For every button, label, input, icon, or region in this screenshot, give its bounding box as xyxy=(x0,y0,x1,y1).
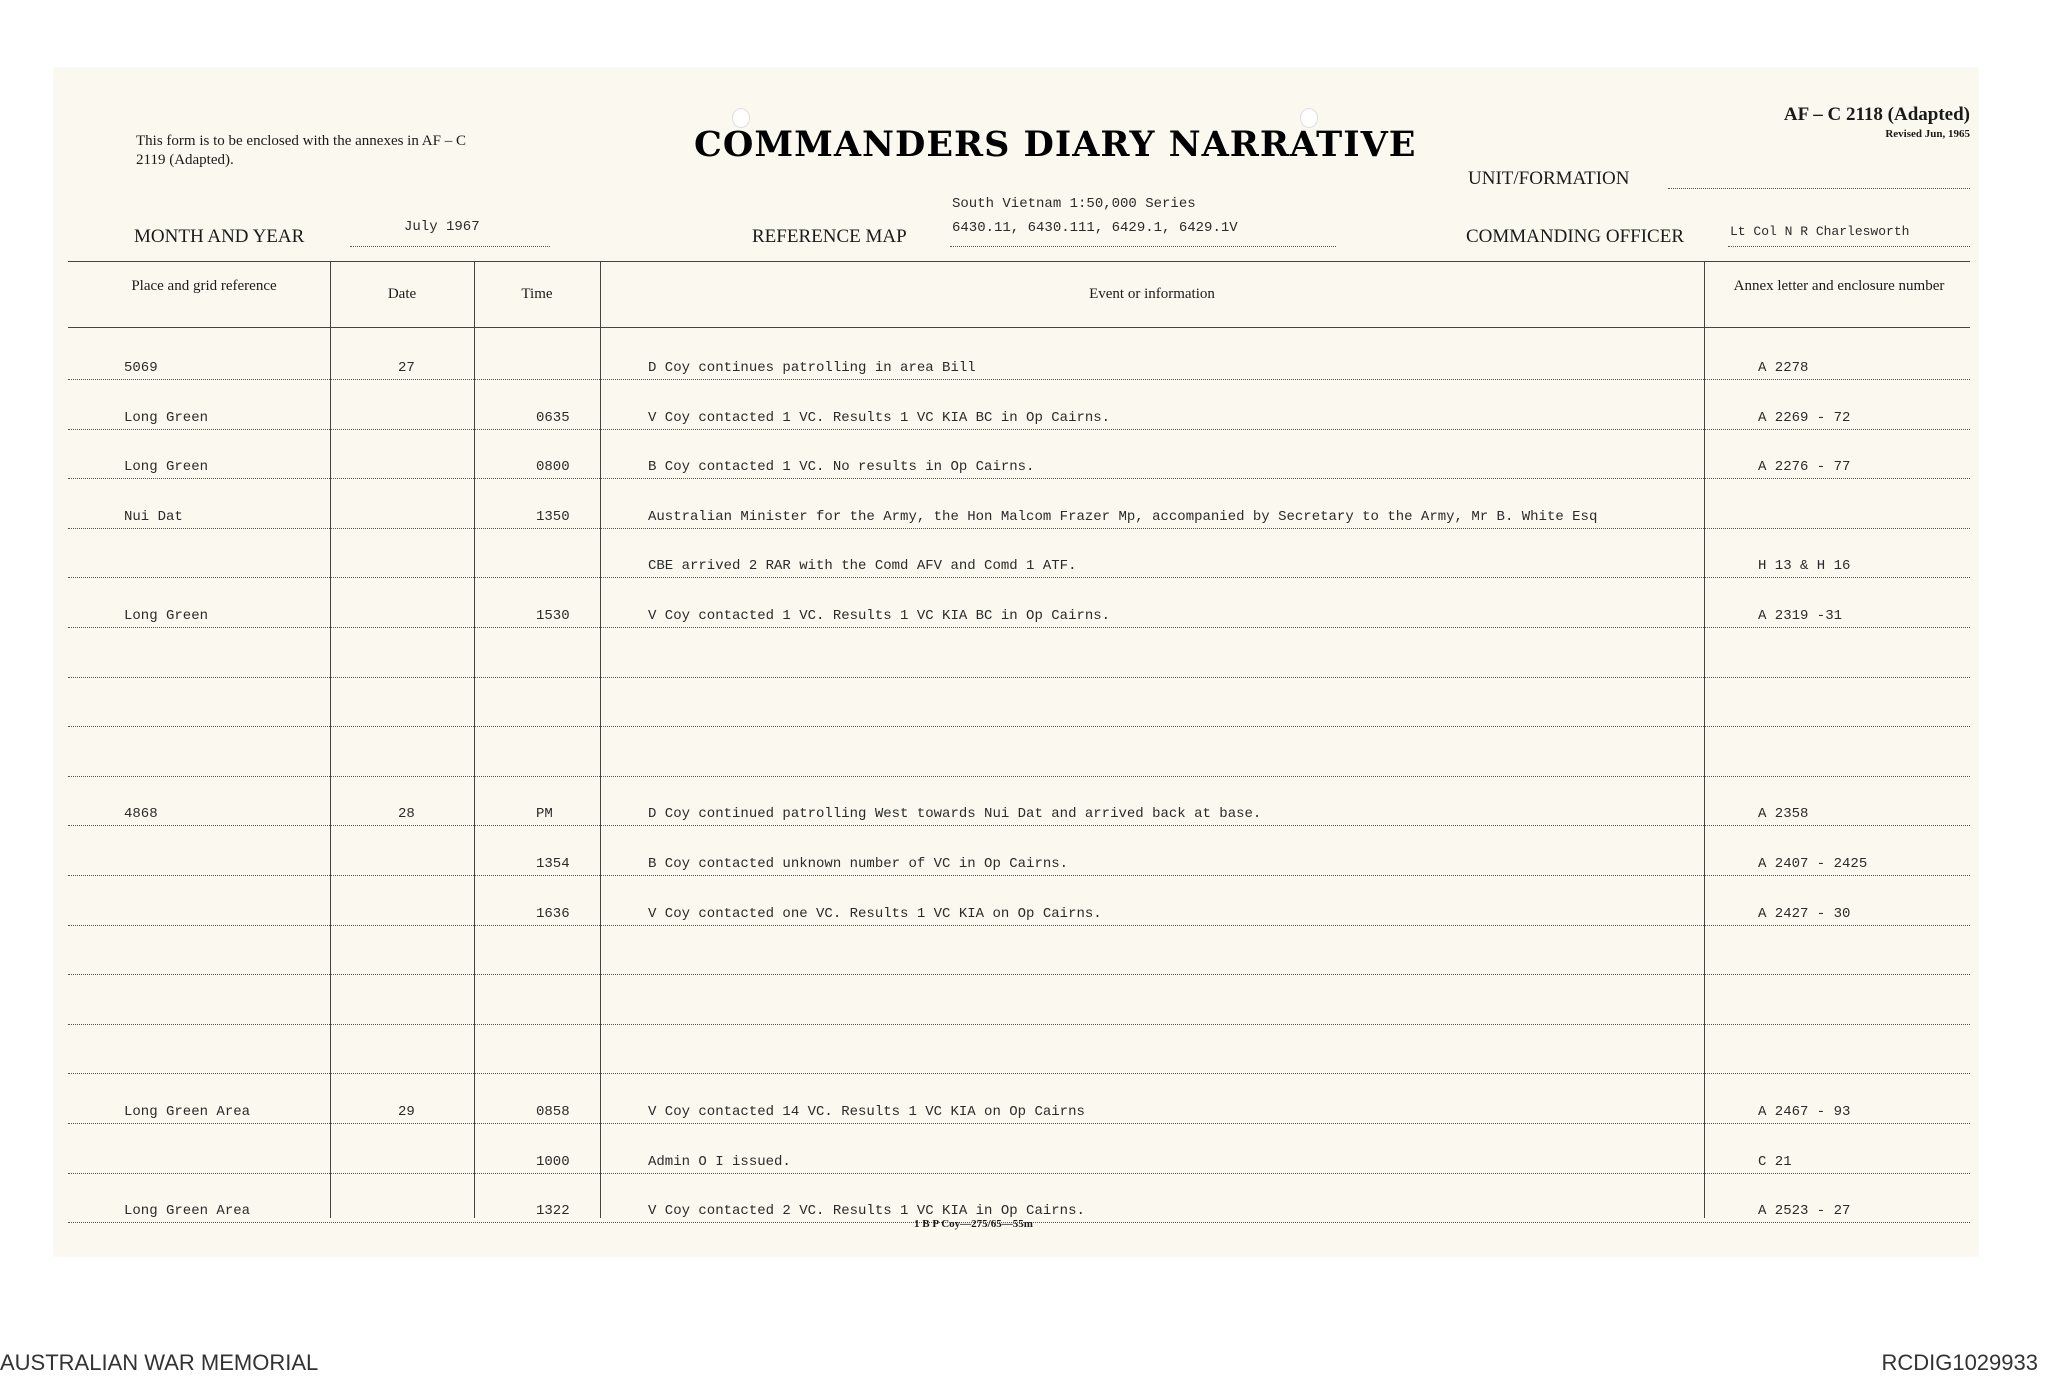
table-row xyxy=(68,778,1970,826)
cell-place: Nui Dat xyxy=(124,508,183,525)
cell-time: 1322 xyxy=(536,1203,570,1220)
row-dotline xyxy=(68,478,1970,479)
refmap-series: South Vietnam 1:50,000 Series xyxy=(952,196,1196,212)
row-dotline xyxy=(68,1173,1970,1174)
cell-place: Long Green xyxy=(124,409,209,426)
table-row xyxy=(68,630,1970,678)
cell-annex: A 2358 xyxy=(1758,806,1809,823)
header-bottom-rule xyxy=(68,327,1970,328)
table-row xyxy=(68,431,1970,479)
cell-annex: A 2427 - 30 xyxy=(1758,905,1851,922)
cell-place: 5069 xyxy=(124,360,158,376)
cell-event: V Coy contacted one VC. Results 1 VC KIA on Op Cairns. xyxy=(648,905,1102,922)
row-dotline xyxy=(68,726,1970,727)
unit-dotline xyxy=(1668,188,1970,189)
table-row xyxy=(68,382,1970,430)
cell-event: V Coy contacted 14 VC. Results 1 VC KIA on Op Cairns xyxy=(648,1104,1085,1120)
cell-event: D Coy continues patrolling in area Bill xyxy=(648,360,976,376)
cell-time: 0858 xyxy=(536,1104,570,1120)
cell-annex: A 2319 -31 xyxy=(1758,608,1843,624)
cell-annex: C 21 xyxy=(1758,1153,1792,1170)
cell-event: Australian Minister for the Army, the Hon Malcom Frazer Mp, accompanied by Secretary to the Army, Mr B. White Esq xyxy=(648,508,1598,525)
col-header-event: Event or information xyxy=(1089,286,1215,302)
cell-time: 1354 xyxy=(536,856,570,872)
table-row xyxy=(68,1175,1970,1223)
col-header-date: Date xyxy=(387,286,417,302)
cell-annex: A 2269 - 72 xyxy=(1758,409,1851,426)
page-title: COMMANDERS DIARY NARRATIVE xyxy=(694,124,1417,165)
diary-sheet xyxy=(54,68,1978,1256)
table-row xyxy=(68,977,1970,1025)
cell-place: Long Green Area xyxy=(124,1104,251,1120)
cell-place: Long Green xyxy=(124,608,209,624)
row-dotline xyxy=(68,528,1970,529)
table-row xyxy=(68,481,1970,529)
table-row xyxy=(68,878,1970,926)
table-row xyxy=(68,927,1970,975)
row-dotline xyxy=(68,1024,1970,1025)
cell-annex: A 2467 - 93 xyxy=(1758,1104,1851,1120)
cell-time: 1000 xyxy=(536,1153,570,1170)
table-row xyxy=(68,580,1970,628)
row-dotline xyxy=(68,379,1970,380)
month-dotline xyxy=(350,246,550,247)
cell-annex: A 2276 - 77 xyxy=(1758,459,1851,476)
co-dotline xyxy=(1728,246,1970,247)
row-dotline xyxy=(68,974,1970,975)
row-dotline xyxy=(68,577,1970,578)
cell-time: 1530 xyxy=(536,608,570,624)
cell-event: CBE arrived 2 RAR with the Comd AFV and Comd 1 ATF. xyxy=(648,558,1077,575)
cell-event: V Coy contacted 1 VC. Results 1 VC KIA BC in Op Cairns. xyxy=(648,409,1111,426)
co-label: COMMANDING OFFICER xyxy=(1466,226,1684,247)
row-dotline xyxy=(68,1123,1970,1124)
cell-time: PM xyxy=(536,806,553,823)
cell-date: 29 xyxy=(398,1104,415,1120)
cell-time: 0635 xyxy=(536,409,570,426)
refmap-dotline xyxy=(950,246,1336,247)
row-dotline xyxy=(68,825,1970,826)
enclosure-note: This form is to be enclosed with the annexes in AF – C 2119 (Adapted). xyxy=(136,133,466,168)
revised-date: Revised Jun, 1965 xyxy=(1885,128,1970,140)
cell-event: V Coy contacted 2 VC. Results 1 VC KIA in Op Cairns. xyxy=(648,1203,1085,1220)
table-row xyxy=(68,1076,1970,1124)
archive-id: RCDIG1029933 xyxy=(1881,1350,2038,1375)
row-dotline xyxy=(68,925,1970,926)
row-dotline xyxy=(68,627,1970,628)
cell-place: Long Green xyxy=(124,459,209,476)
cell-date: 27 xyxy=(398,360,415,376)
month-value: July 1967 xyxy=(404,219,480,235)
table-row xyxy=(68,729,1970,777)
row-dotline xyxy=(68,776,1970,777)
month-label: MONTH AND YEAR xyxy=(134,226,305,247)
cell-annex: A 2407 - 2425 xyxy=(1758,856,1868,872)
cell-event: Admin O I issued. xyxy=(648,1153,791,1170)
cell-time: 1636 xyxy=(536,905,570,922)
row-dotline xyxy=(68,875,1970,876)
row-dotline xyxy=(68,1073,1970,1074)
cell-annex: H 13 & H 16 xyxy=(1758,558,1851,575)
col-header-annex: Annex letter and enclosure number xyxy=(1733,278,1945,294)
table-row xyxy=(68,828,1970,876)
co-value: Lt Col N R Charlesworth xyxy=(1730,224,1910,239)
cell-date: 28 xyxy=(398,806,415,823)
cell-event: B Coy contacted unknown number of VC in Op Cairns. xyxy=(648,856,1069,872)
cell-time: 1350 xyxy=(536,508,570,525)
archive-watermark: AUSTRALIAN WAR MEMORIAL xyxy=(0,1350,319,1375)
printer-imprint: 1 B P Coy—275/65—55m xyxy=(914,1218,1033,1230)
refmap-label: REFERENCE MAP xyxy=(752,226,907,247)
col-header-place: Place and grid reference xyxy=(131,278,277,294)
row-dotline xyxy=(68,677,1970,678)
table-row xyxy=(68,1126,1970,1174)
row-dotline xyxy=(68,429,1970,430)
cell-place: Long Green Area xyxy=(124,1203,251,1220)
cell-place: 4868 xyxy=(124,806,158,823)
cell-event: B Coy contacted 1 VC. No results in Op Cairns. xyxy=(648,459,1035,476)
col-header-time: Time xyxy=(521,286,553,302)
table-row xyxy=(68,530,1970,578)
refmap-value: 6430.11, 6430.111, 6429.1, 6429.1V xyxy=(952,220,1238,236)
table-row xyxy=(68,332,1970,380)
cell-time: 0800 xyxy=(536,459,570,476)
unit-label: UNIT/FORMATION xyxy=(1468,168,1630,189)
table-row xyxy=(68,679,1970,727)
cell-annex: A 2278 xyxy=(1758,360,1809,376)
table-top-rule xyxy=(68,261,1970,262)
cell-event: D Coy continued patrolling West towards Nui Dat and arrived back at base. xyxy=(648,806,1262,823)
cell-annex: A 2523 - 27 xyxy=(1758,1203,1851,1220)
table-row xyxy=(68,1026,1970,1074)
form-number: AF – C 2118 (Adapted) xyxy=(1783,104,1970,125)
cell-event: V Coy contacted 1 VC. Results 1 VC KIA BC in Op Cairns. xyxy=(648,608,1111,624)
